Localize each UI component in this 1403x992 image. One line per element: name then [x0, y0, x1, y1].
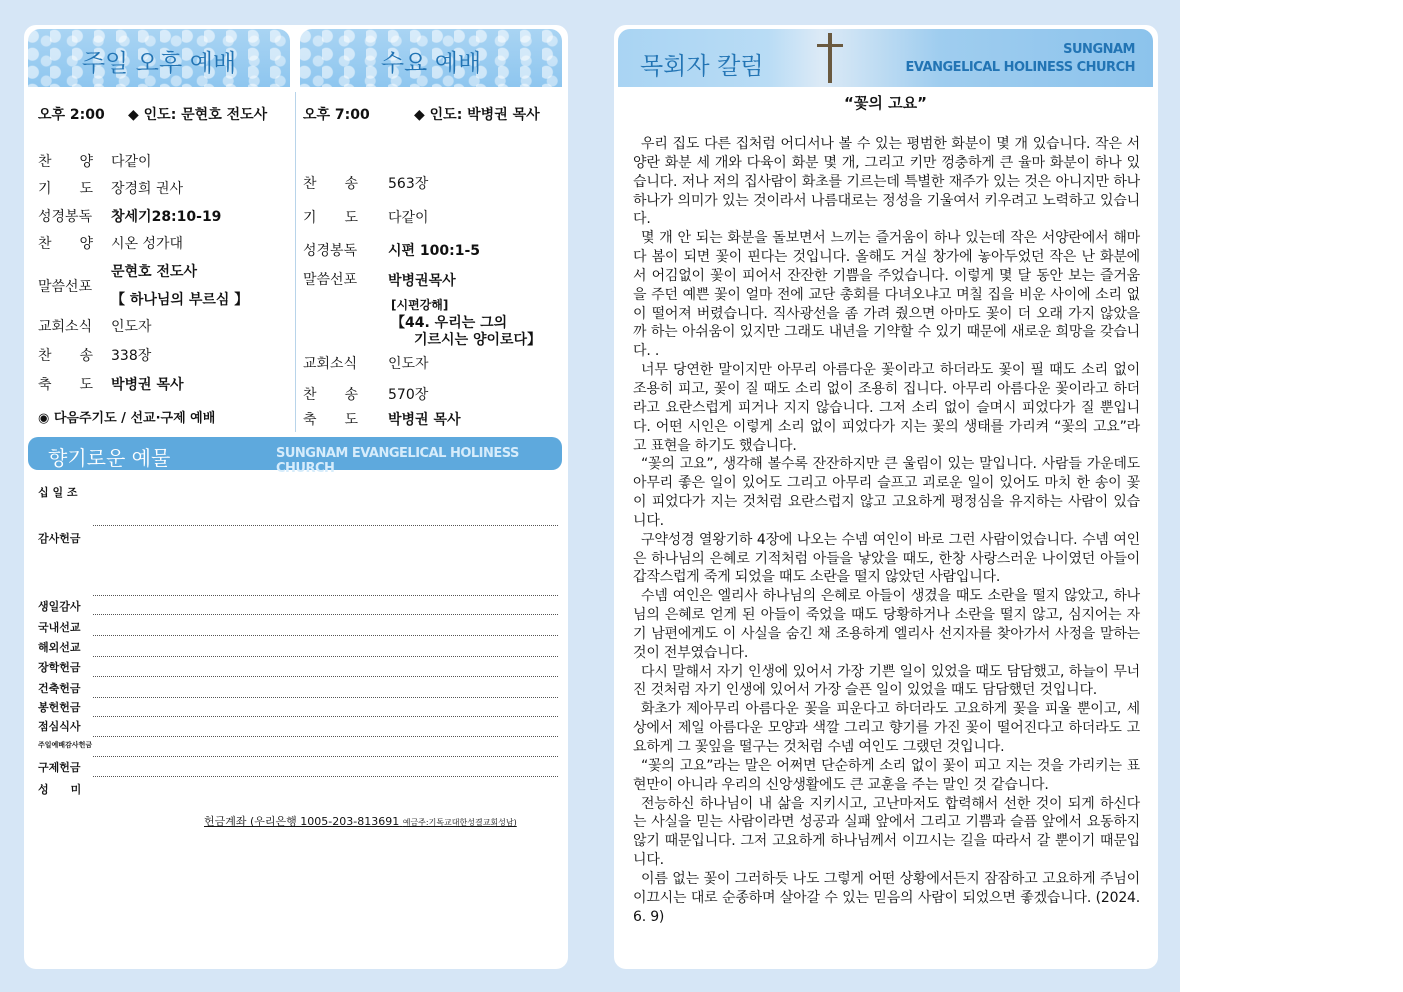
wednesday-service-title: 수요 예배: [380, 49, 482, 77]
column-paragraph: 전능하신 하나님이 내 삶을 지키시고, 고난마저도 합력해서 선한 것이 되게 하신다는 사실을 믿는 사람이라면 성공과 실패 앞에서 그리고 기쁨과 슬픔 앞에서 요동하지 않기 때문입니다. 그저 고요하게 하나님께서 이끄시는 길을 따라서 갈 뿐이기 때문입니다.: [633, 795, 1140, 869]
sunday-item-label: 찬 양: [38, 154, 94, 170]
wednesday-item-label: 찬 송: [303, 387, 359, 403]
account-number: 헌금계좌 (우리은행 1005-203-813691: [204, 815, 400, 828]
offering-church-name: SUNGNAM EVANGELICAL HOLINESS CHURCH: [276, 446, 519, 476]
sunday-item-value: 장경희 권사: [111, 181, 184, 197]
offering-label-sunday-thanks: 주일예배감사헌금: [38, 741, 93, 749]
offering-line: [93, 676, 558, 677]
sunday-item-value: 다같이: [111, 154, 152, 170]
column-paragraph: 몇 개 안 되는 화분을 돌보면서 느끼는 즐거움이 하나 있는데 작은 서양란에서 해마다 봄이 되면 꽃이 핀다는 것입니다. 올해도 거실 창가에 놓아두었던 작은 난 화분에서 어김없이 꽃이 피어서 잔잔한 기쁨을 주었습니다. 이렇게 몇 달 동안 보는 즐거움을 주던 예쁜 꽃이 얼마 전에 교단 총회를 다녀오냐고 며칠 집을 비운 사이에 소리 없이 떨어져 버렸습니다. 직사광선을 좀 가려 줬으면 아마도 꽃이 더 오래 가지 않았을까 하는 아쉬움이 있지만 그래도 내년을 기약할 수 있기 때문에 새로운 희망을 갖습니다. .: [633, 230, 1140, 360]
sunday-item-label: 말씀선포: [38, 279, 93, 295]
sunday-sermon-title: 【 하나님의 부르심 】: [111, 292, 249, 308]
offering-line: [93, 736, 558, 737]
sunday-item-label: 찬 양: [38, 236, 94, 252]
offering-label-domestic-mission: 국내선교: [38, 621, 81, 634]
sunday-leader: ◆ 인도: 문현호 전도사: [128, 107, 268, 123]
wednesday-item-value: 다같이: [388, 210, 429, 226]
offering-title: 향기로운 예물: [48, 446, 171, 470]
column-paragraph: 너무 당연한 말이지만 아무리 아름다운 꽃이라고 하더라도 꽃이 필 때도 소리 없이 조용히 피고, 꽃이 질 때도 소리 없이 조용히 집니다. 아무리 아름다운 꽃이라고 하더라고 요란스럽게 피거나 지지 않습니다. 그저 소리 없이 슬며시 피었다가 질 뿐입니다. 어떤 시인은 이렇게 소리 없이 피었다가 지는 꽃의 생태를 가리켜 “꽃의 고요”라고 표현을 하기도 했습니다.: [633, 362, 1140, 454]
column-paragraph: 수넴 여인은 엘리사 하나님의 은혜로 아들이 생겼을 때도 소란을 떨지 않았고, 하나님의 은혜로 얻게 된 아들이 죽었을 때도 당황하거나 소란을 떨지 않고, 심지어는 자기 남편에게도 이 사실을 숨긴 채 조용하게 엘리사 선지자를 찾아가서 사정을 말하는 것이 전부였습니다.: [633, 588, 1140, 661]
wednesday-series-title: [시편강해]: [391, 298, 449, 312]
wednesday-service-banner: [300, 29, 562, 87]
sunday-service-title: 주일 오후 예배: [81, 49, 237, 77]
offering-header: [28, 437, 562, 476]
next-week-notice: ◉ 다음주기도 / 선교·구제 예배: [38, 411, 216, 426]
wednesday-item-value: 570장: [388, 387, 429, 403]
column-paragraph: 다시 말해서 자기 인생에 있어서 가장 기쁜 일이 있었을 때도 담담했고, 하늘이 무너진 것처럼 자기 인생에 있어서 가장 슬픈 일이 있었을 때도 담담했던 것입니다.: [633, 663, 1140, 699]
sunday-item-value: 시온 성가대: [111, 236, 184, 252]
sunday-benediction: 박병권 목사: [111, 377, 184, 393]
offering-line: [93, 776, 558, 777]
wednesday-item-label: 교회소식: [303, 356, 358, 372]
sunday-item-label: 축 도: [38, 377, 94, 393]
sunday-service-banner: [28, 29, 290, 87]
offering-account: [204, 813, 517, 829]
offering-label-birthday: 생일감사: [38, 600, 81, 613]
sunday-item-label: 찬 송: [38, 348, 94, 364]
offering-line: [93, 656, 558, 657]
offering-line: [93, 635, 558, 636]
offering-label-rice: 성 미: [38, 783, 82, 796]
offering-line: [93, 697, 558, 698]
offering-label-relief: 구제헌금: [38, 761, 81, 774]
sunday-scripture: 창세기28:10-19: [111, 209, 222, 225]
column-title: 목회자 칼럼: [640, 52, 764, 80]
wednesday-item-label: 기 도: [303, 210, 359, 226]
account-holder: 예금주:기독교대한성결교회성남): [402, 818, 517, 827]
wednesday-item-value: 인도자: [388, 356, 429, 372]
offering-line: [93, 595, 558, 596]
offering-label-lunch: 점심식사: [38, 720, 81, 733]
wednesday-item-label: 축 도: [303, 412, 359, 428]
wednesday-sermon-title-cont: 기르시는 양이로다】: [414, 332, 542, 348]
column-paragraph: 구약성경 열왕기하 4장에 나오는 수넴 여인이 바로 그런 사람이었습니다. 수넴 여인은 하나님의 은혜로 기적처럼 아들을 낳았을 때도, 한창 사랑스러운 나이였던 아들이 갑작스럽게 죽게 되었을 때도 소란을 떨지 않았던 사람입니다.: [633, 531, 1140, 586]
wednesday-leader: ◆ 인도: 박병권 목사: [414, 107, 540, 123]
sunday-time: 오후 2:00: [38, 107, 105, 123]
sunday-item-label: 성경봉독: [38, 209, 93, 225]
offering-line: [93, 756, 558, 757]
cross-icon-bar: [817, 44, 843, 47]
cross-icon: [828, 33, 832, 83]
column-paragraph: 우리 집도 다른 집처럼 어디서나 볼 수 있는 평범한 화분이 몇 개 있습니다. 작은 서양란 화분 세 개와 다육이 화분 몇 개, 그리고 키만 껑충하게 큰 율마 화분이 하나 있습니다. 저나 저의 집사람이 화초를 기르는데 특별한 재주가 있는 것은 아니지만 하나하나가 의미가 있는 것이라서 나름대로는 정성을 기울여서 키우려고 노력하고 있습니다.: [633, 136, 1140, 228]
wednesday-item-label: 찬 송: [303, 176, 359, 192]
church-name-line1: SUNGNAM: [1063, 42, 1135, 57]
wednesday-item-label: 말씀선포: [303, 272, 358, 288]
sunday-preacher: 문현호 전도사: [111, 264, 198, 280]
column-paragraph: 화초가 제아무리 아름다운 꽃을 피운다고 하더라도 고요하게 꽃을 피울 뿐이고, 세상에서 제일 아름다운 모양과 색깔 그리고 향기를 가진 꽃이 떨어진다고 하더라도 고요하게 그 꽃잎을 떨구는 것처럼 수넴 여인도 그랬던 것입니다.: [633, 701, 1140, 755]
column-paragraph: “꽃의 고요”라는 말은 어쩌면 단순하게 소리 없이 꽃이 피고 지는 것을 가리키는 표현만이 아니라 우리의 신앙생활에도 큰 교훈을 주는 말인 것 같습니다.: [633, 757, 1140, 793]
wednesday-item-value: 563장: [388, 176, 429, 192]
column-heading: “꽃의 고요”: [844, 94, 927, 112]
sunday-item-value: 인도자: [111, 319, 152, 335]
offering-label-building: 건축헌금: [38, 682, 81, 695]
offering-label-thanks: 감사헌금: [38, 532, 81, 545]
offering-label-scholarship: 장학헌금: [38, 661, 81, 674]
sunday-item-label: 기 도: [38, 181, 94, 197]
wednesday-sermon-title: 【44. 우리는 그의: [391, 315, 508, 331]
column-paragraph: 이름 없는 꽃이 그러하듯 나도 그렇게 어떤 상황에서든지 잠잠하고 고요하게 주님이 이끄시는 대로 순종하며 살아갈 수 있는 믿음의 사람이 되었으면 좋겠습니다. (2024. 6. 9): [633, 870, 1140, 925]
offering-line: [93, 525, 558, 526]
offering-label-foreign-mission: 해외선교: [38, 641, 81, 654]
column-divider: [295, 92, 296, 432]
offering-label-tithe: 십 일 조: [38, 486, 78, 499]
sunday-item-label: 교회소식: [38, 319, 93, 335]
offering-line: [93, 614, 558, 615]
wednesday-time: 오후 7:00: [303, 107, 370, 123]
column-paragraph: “꽃의 고요”, 생각해 볼수록 잔잔하지만 큰 울림이 있는 말입니다. 사람들 가운데도 아무리 좋은 일이 있어도 그리고 아무리 슬프고 괴로운 일이 있어도 마치 한 송이 꽃이 피었다가 지는 것처럼 요란스럽지 않고 고요하게 평정심을 유지하는 사람이 있습니다.: [633, 456, 1140, 529]
wednesday-benediction: 박병권 목사: [388, 412, 461, 428]
sunday-item-value: 338장: [111, 348, 152, 364]
offering-line: [93, 716, 558, 717]
column-body: [633, 135, 1140, 926]
wednesday-scripture: 시편 100:1-5: [388, 243, 481, 259]
church-name-line2: EVANGELICAL HOLINESS CHURCH: [905, 60, 1135, 75]
wednesday-item-label: 성경봉독: [303, 243, 358, 259]
wednesday-preacher: 박병권목사: [388, 273, 456, 289]
offering-label-dedication: 봉헌헌금: [38, 701, 81, 714]
